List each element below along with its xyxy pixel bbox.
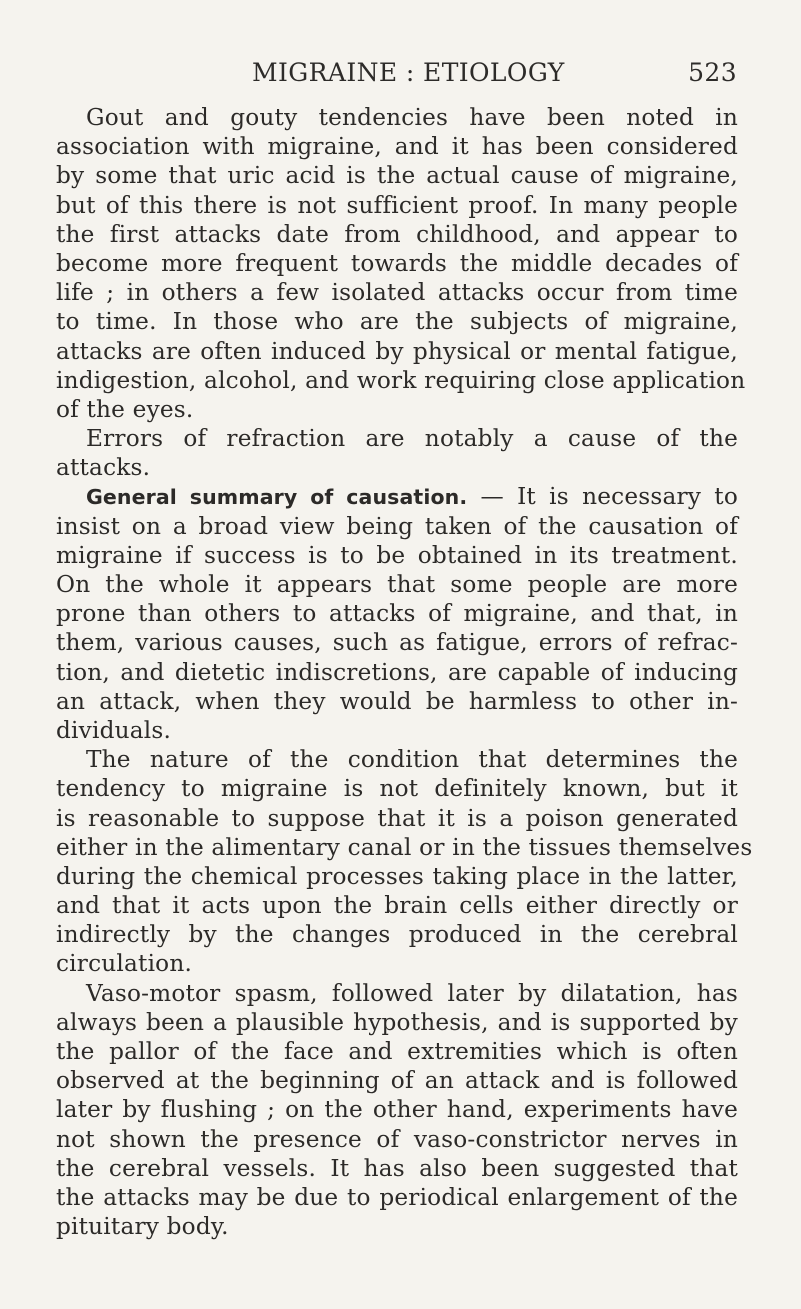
text-line: always been a plausible hypothesis, and is supported by: [56, 1008, 738, 1036]
text-line: of the eyes.: [56, 395, 194, 423]
text-line: Vaso-motor spasm, followed later by dilatation, has: [86, 979, 738, 1007]
running-head: [252, 58, 737, 92]
text-line: not shown the presence of vaso-constrictor nerves in: [56, 1125, 738, 1153]
text-line: tion, and dietetic indiscretions, are capable of inducing: [56, 658, 738, 686]
paragraph-gout: [56, 103, 746, 424]
text-line: indigestion, alcohol, and work requiring close application: [56, 366, 746, 394]
text-line: indirectly by the changes produced in the cerebral: [56, 921, 738, 949]
text-line: to time. In those who are the subjects of migraine,: [56, 308, 738, 336]
text-line: become more frequent towards the middle decades of: [56, 249, 738, 277]
paragraph-vasomotor: [56, 979, 738, 1242]
paragraph-summary: [56, 482, 738, 745]
text-line: Errors of refraction are notably a cause of the: [86, 425, 738, 453]
text-line: migraine if success is to be obtained in its treatment.: [56, 541, 738, 569]
text-line-with-heading: [56, 482, 738, 511]
text-line: is reasonable to suppose that it is a poison generated: [56, 804, 738, 832]
text-line: On the whole it appears that some people are more: [56, 571, 738, 598]
text-line: the pallor of the face and extremities which is often: [56, 1038, 738, 1065]
text-line: observed at the beginning of an attack and is followed: [56, 1067, 738, 1095]
text-line: attacks are often induced by physical or mental fatigue,: [56, 337, 738, 365]
text-line: pituitary body.: [56, 1213, 229, 1241]
text-line: and that it acts upon the brain cells either directly or: [56, 892, 738, 920]
page-number: 523: [688, 58, 737, 87]
text-line: circulation.: [56, 950, 193, 978]
paragraph-nature: [56, 745, 753, 979]
section-heading: General summary of causation.: [86, 485, 468, 510]
text-line: tendency to migraine is not definitely known, but it: [56, 775, 738, 803]
text-line: the attacks may be due to periodical enlargement of the: [56, 1183, 738, 1211]
text-line: dividuals.: [56, 716, 172, 744]
text-line: attacks.: [56, 454, 151, 482]
text-line: insist on a broad view being taken of the causation of: [56, 512, 738, 540]
text-line: but of this there is not sufficient proof. In many people: [56, 191, 738, 219]
text-run: It is necessary to: [517, 483, 738, 511]
text-line: The nature of the condition that determines the: [86, 746, 738, 774]
text-line: an attack, when they would be harmless to other in-: [56, 687, 738, 715]
text-line: during the chemical processes taking place in the latter,: [56, 862, 738, 890]
text-line: the first attacks date from childhood, and appear to: [56, 220, 738, 248]
text-line: either in the alimentary canal or in the tissues themselves: [56, 833, 753, 861]
text-line: association with migraine, and it has been considered: [56, 133, 738, 161]
body-text: [56, 103, 753, 1241]
text-line: them, various causes, such as fatigue, errors of refrac-: [56, 629, 738, 657]
text-line: by some that uric acid is the actual cause of migraine,: [56, 162, 738, 190]
paragraph-refraction: [56, 424, 738, 482]
text-line: life ; in others a few isolated attacks occur from time: [56, 279, 738, 307]
text-line: the cerebral vessels. It has also been suggested that: [56, 1154, 738, 1182]
running-head-title: MIGRAINE : ETIOLOGY: [252, 58, 565, 87]
text-line: prone than others to attacks of migraine, and that, in: [56, 600, 738, 628]
text-line: Gout and gouty tendencies have been noted in: [86, 104, 738, 131]
em-dash: —: [467, 483, 518, 511]
text-line: later by flushing ; on the other hand, experiments have: [56, 1096, 738, 1124]
